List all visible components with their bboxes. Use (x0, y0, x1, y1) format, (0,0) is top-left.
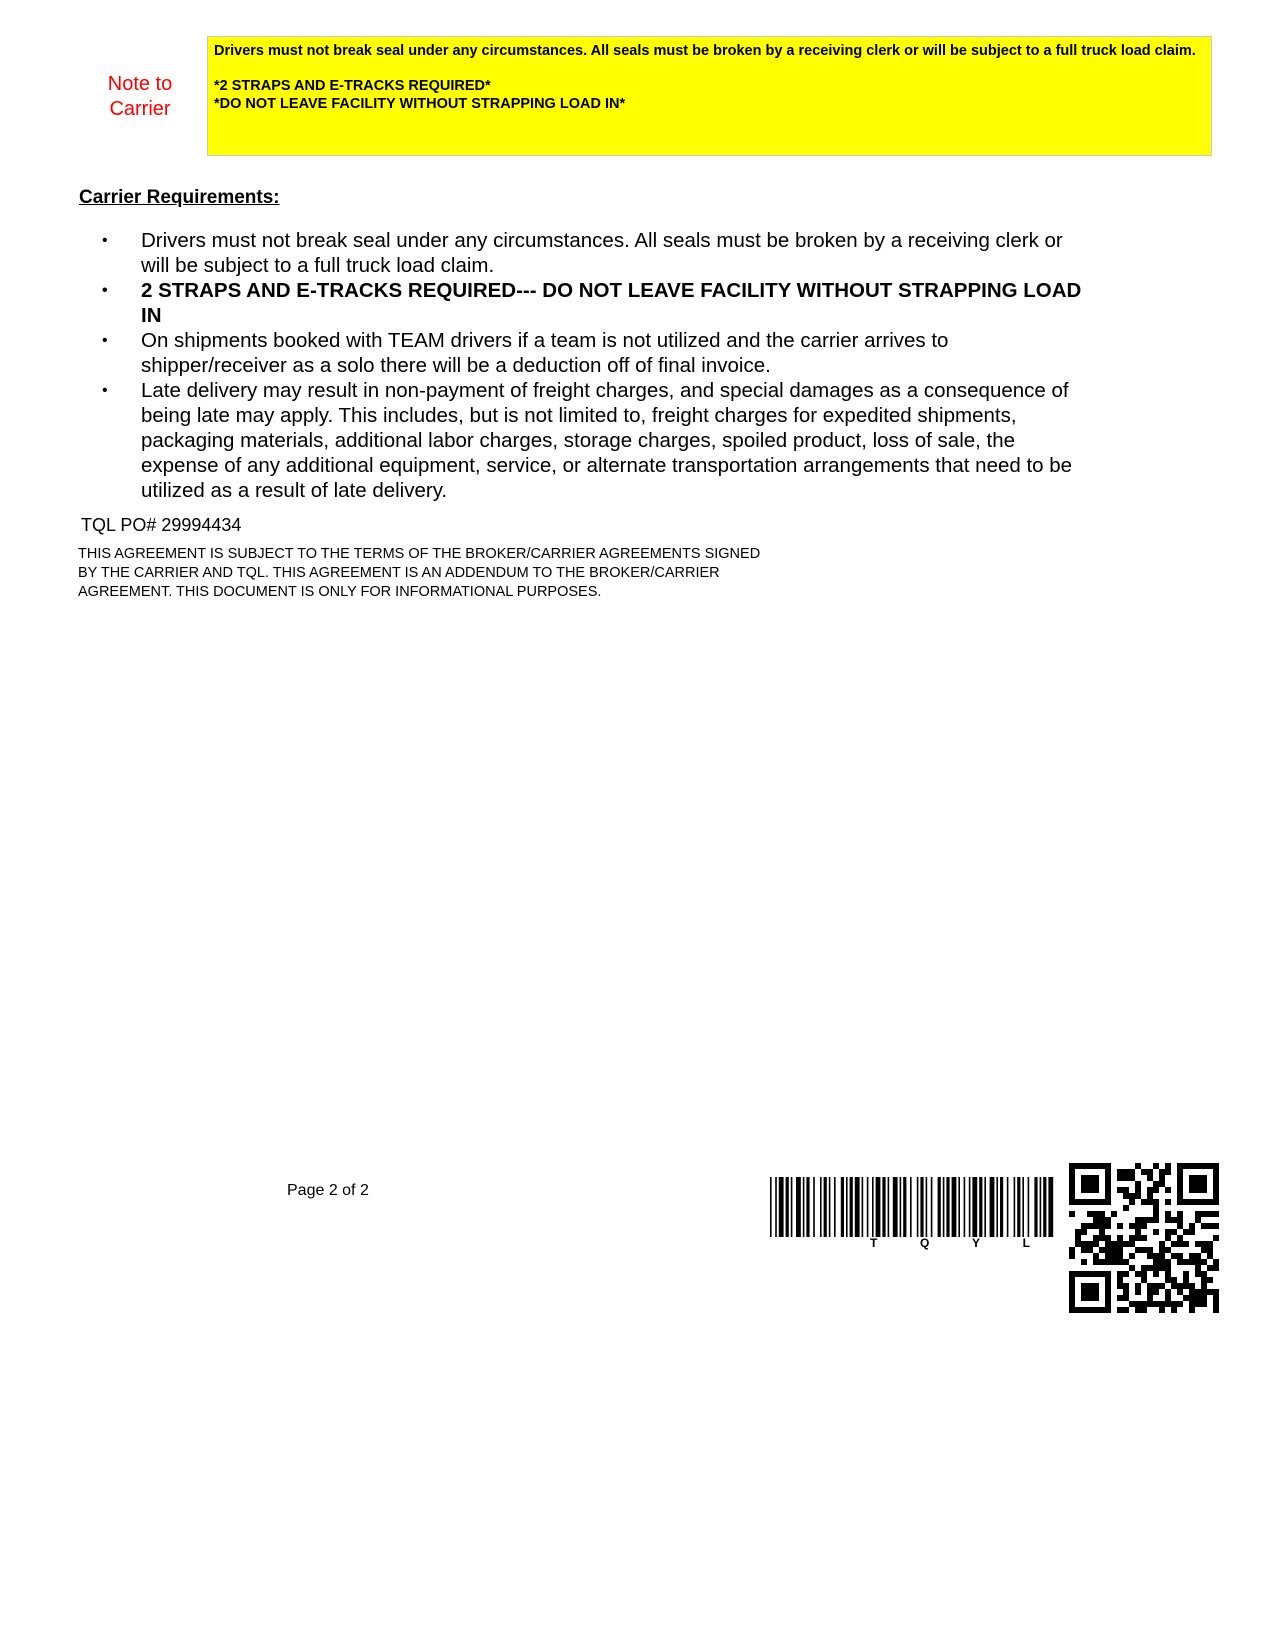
qr-code (1069, 1163, 1219, 1313)
requirement-text: Late delivery may result in non-payment of freight charges, and special damages as a consequence of being late may apply. This includes, but is not limited to, freight charges for expedited shipments, packaging materials, additional labor charges, storage charges, spoiled product, loss of sale, the expense of any additional equipment, service, or alternate transportation arrangements that need to be utilized as a result of late delivery. (141, 379, 1073, 502)
barcode (770, 1177, 1055, 1237)
agreement-disclaimer: THIS AGREEMENT IS SUBJECT TO THE TERMS OF THE BROKER/CARRIER AGREEMENTS SIGNED BY THE CARRIER AND TQL. THIS AGREEMENT IS AN ADDENDUM TO THE BROKER/CARRIER AGREEMENT. THIS DOCUMENT IS ONLY FOR INFORMATIONAL PURPOSES. (78, 546, 761, 600)
requirement-text: On shipments booked with TEAM drivers if a team is not utilized and the carrier arrives to shipper/receiver as a solo there will be a deduction off of final invoice. (141, 329, 949, 377)
requirement-text: 2 STRAPS AND E-TRACKS REQUIRED--- DO NOT LEAVE FACILITY WITHOUT STRAPPING LOAD IN (141, 279, 1082, 327)
bullet-icon: • (102, 232, 108, 249)
barcode-letters (870, 1236, 1030, 1250)
requirement-item (102, 328, 1082, 378)
page-number: Page 2 of 2 (287, 1182, 369, 1199)
requirement-text: Drivers must not break seal under any circumstances. All seals must be broken by a receiving clerk or will be subject to a full truck load claim. (141, 229, 1063, 277)
barcode-letter: Y (971, 1236, 980, 1250)
bullet-icon: • (102, 282, 108, 299)
note-to-carrier-label: Note to Carrier (107, 73, 173, 120)
barcode-letter: T (870, 1236, 878, 1250)
requirement-item (102, 228, 1082, 278)
note-line-straps: *2 STRAPS AND E-TRACKS REQUIRED* (214, 78, 491, 94)
bullet-icon: • (102, 382, 108, 399)
bullet-icon: • (102, 332, 108, 349)
barcode-letter: L (1022, 1236, 1030, 1250)
carrier-requirements-heading: Carrier Requirements: (79, 187, 280, 208)
requirement-item (102, 278, 1082, 328)
note-to-carrier-box (207, 36, 1212, 156)
requirement-item (102, 378, 1082, 503)
note-line-seal: Drivers must not break seal under any circumstances. All seals must be broken by a receiving clerk or will be subject to a full truck load claim. (214, 43, 1196, 59)
note-line-strapping-load: *DO NOT LEAVE FACILITY WITHOUT STRAPPING LOAD IN* (214, 96, 626, 112)
carrier-requirements-list (102, 228, 1082, 503)
po-number: TQL PO# 29994434 (81, 515, 242, 535)
barcode-letter: Q (919, 1236, 930, 1250)
